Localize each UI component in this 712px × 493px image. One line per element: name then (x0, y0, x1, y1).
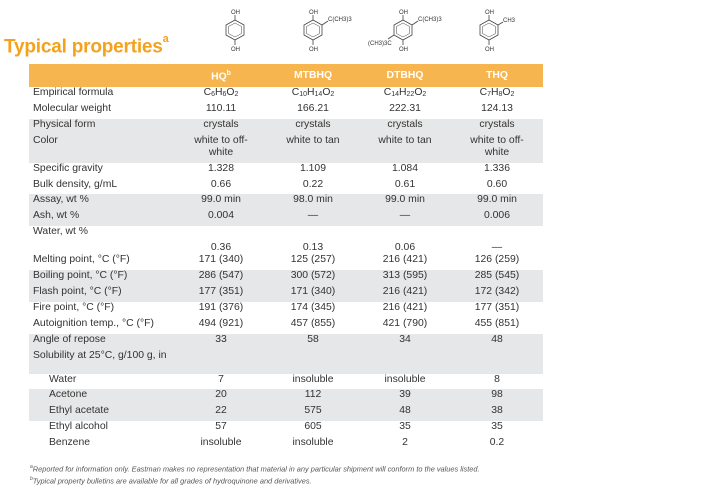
row-label: Flash point, °C (°F) (29, 286, 175, 302)
svg-text:CH3: CH3 (503, 18, 516, 24)
value-cell: 455 (851) (474, 317, 520, 329)
value-cell: 191 (376) (198, 301, 244, 313)
value-cell: 177 (351) (474, 301, 520, 313)
value-cell: white to tan (267, 135, 359, 163)
value-cell: white to off-white (175, 135, 267, 163)
svg-text:OH: OH (399, 10, 408, 16)
value-cell: 48 (451, 334, 543, 350)
value-cell: 98.0 min (267, 194, 359, 210)
formula-cell: $C_{10}H_{14}O_2$ (291, 87, 335, 98)
value-cell: 171 (340) (267, 286, 359, 302)
row-label: Assay, wt % (29, 194, 175, 210)
svg-text:OH: OH (231, 47, 240, 53)
value-cell: 99.0 min (175, 194, 267, 210)
formula-cell: $C_6H_6O_2$ (203, 87, 239, 98)
row-label: Solubility at 25°C, g/100 g, in (29, 350, 175, 374)
table-row (29, 270, 543, 286)
value-cell: 112 (267, 389, 359, 405)
svg-text:OH: OH (485, 47, 494, 53)
footnotes (30, 462, 480, 487)
value-cell: 0.13 (302, 242, 324, 254)
value-cell: 216 (421) (382, 254, 428, 266)
row-label: Melting point, °C (°F) (33, 254, 130, 266)
table-row (29, 119, 543, 135)
value-cell: 300 (572) (267, 270, 359, 286)
value-cell: 313 (595) (359, 270, 451, 286)
svg-text:OH: OH (399, 47, 408, 53)
value-cell: 126 (259) (474, 254, 520, 266)
value-cell: 20 (175, 389, 267, 405)
table-row (29, 421, 543, 437)
row-label: Empirical formula (33, 87, 114, 98)
value-cell: insoluble (200, 437, 242, 449)
mtbhq-structure-icon (278, 6, 352, 62)
value-cell: 216 (421) (382, 301, 428, 313)
value-cell: 0.22 (302, 178, 324, 190)
hq-structure-icon (200, 6, 270, 62)
footnote-b: $^b$Typical property bulletins are available for all grades of hydroquinone and derivatives. (30, 476, 312, 486)
header-blank (29, 64, 175, 87)
value-cell: white to off-white (451, 135, 543, 163)
row-label: Benzene (49, 437, 91, 449)
row-label: Ethyl alcohol (49, 421, 108, 433)
table-row (29, 374, 543, 390)
table-row (29, 163, 543, 179)
value-cell: 421 (790) (382, 317, 428, 329)
value-cell: 35 (491, 421, 503, 433)
value-cell: 1.328 (207, 162, 234, 174)
row-label: Boiling point, °C (°F) (29, 270, 175, 286)
value-cell: 174 (345) (290, 301, 336, 313)
value-cell: 285 (545) (451, 270, 543, 286)
value-cell (359, 350, 451, 374)
value-cell: 0.66 (210, 178, 232, 190)
svg-text:OH: OH (309, 10, 318, 16)
value-cell: 57 (215, 421, 227, 433)
value-cell: 99.0 min (451, 194, 543, 210)
table-row (29, 103, 543, 119)
value-cell: — (359, 210, 451, 226)
value-cell: — (491, 242, 503, 254)
value-cell: 1.109 (299, 162, 326, 174)
value-cell: 39 (359, 389, 451, 405)
value-cell: 575 (267, 405, 359, 421)
table-row (29, 226, 543, 254)
table-row (29, 194, 543, 210)
value-cell: 0.2 (489, 437, 505, 449)
thq-structure-icon (454, 6, 524, 62)
value-cell: crystals (451, 119, 543, 135)
svg-text:OH: OH (485, 10, 494, 16)
row-label: Autoignition temp., °C (°F) (33, 317, 154, 329)
value-cell: 0.004 (175, 210, 267, 226)
properties-table (29, 64, 543, 453)
row-label: Physical form (29, 119, 175, 135)
value-cell (175, 350, 267, 374)
row-label: Acetone (29, 389, 175, 405)
page-title: Typical properties$^a$ (4, 33, 169, 58)
value-cell: 0.06 (394, 242, 416, 254)
row-label: Specific gravity (33, 162, 103, 174)
svg-text:C(CH3)3: C(CH3)3 (418, 17, 442, 23)
row-label: Color (29, 135, 175, 163)
value-cell: 172 (342) (451, 286, 543, 302)
formula-cell: $C_{14}H_{22}O_2$ (383, 87, 427, 98)
value-cell: 99.0 min (359, 194, 451, 210)
row-label: Angle of repose (29, 334, 175, 350)
value-cell: 33 (175, 334, 267, 350)
value-cell: 35 (399, 421, 411, 433)
table-row (29, 179, 543, 195)
value-cell: 457 (855) (290, 317, 336, 329)
value-cell: 0.006 (451, 210, 543, 226)
value-cell: 98 (451, 389, 543, 405)
table-row (29, 286, 543, 302)
value-cell: 38 (451, 405, 543, 421)
formula-cell: $C_7H_8O_2$ (479, 87, 515, 98)
row-label: Fire point, °C (°F) (33, 301, 115, 313)
value-cell: 286 (547) (175, 270, 267, 286)
value-cell: 22 (175, 405, 267, 421)
value-cell: insoluble (292, 373, 334, 385)
value-cell: 605 (304, 421, 322, 433)
value-cell: 48 (359, 405, 451, 421)
header-mtbhq: MTBHQ (267, 64, 359, 87)
footnote-a: $^a$Reported for information only. Eastman makes no representation that material in any particular shipment will conform to the values listed. (30, 464, 480, 474)
value-cell: 0.61 (394, 178, 416, 190)
row-label: Water, wt % (33, 226, 89, 238)
value-cell: 0.60 (486, 178, 508, 190)
table-row (29, 334, 543, 350)
table-row (29, 87, 543, 103)
table-header-row (29, 64, 543, 87)
svg-text:(CH3)3C: (CH3)3C (368, 41, 392, 47)
row-label: Molecular weight (33, 102, 111, 114)
value-cell: insoluble (292, 437, 334, 449)
value-cell: 171 (340) (198, 254, 244, 266)
value-cell: 2 (402, 437, 408, 449)
value-cell: — (267, 210, 359, 226)
value-cell: 58 (267, 334, 359, 350)
row-label: Ethyl acetate (29, 405, 175, 421)
value-cell: 125 (257) (290, 254, 336, 266)
table-row (29, 318, 543, 334)
value-cell: 222.31 (389, 102, 421, 114)
row-label: Bulk density, g/mL (33, 178, 118, 190)
table-row (29, 254, 543, 270)
value-cell: 8 (494, 373, 500, 385)
value-cell: 0.36 (210, 242, 232, 254)
header-dtbhq: DTBHQ (359, 64, 451, 87)
row-label: Water (49, 373, 77, 385)
table-row (29, 389, 543, 405)
value-cell: 110.11 (205, 102, 237, 114)
table-row (29, 210, 543, 226)
table-row (29, 405, 543, 421)
header-thq: THQ (451, 64, 543, 87)
svg-text:C(CH3)3: C(CH3)3 (328, 17, 352, 23)
table-row (29, 135, 543, 163)
value-cell: white to tan (359, 135, 451, 163)
value-cell: crystals (175, 119, 267, 135)
value-cell: 7 (218, 373, 224, 385)
dtbhq-structure-icon (368, 6, 442, 62)
table-row (29, 302, 543, 318)
svg-text:OH: OH (231, 10, 240, 16)
table-row (29, 437, 543, 453)
row-label: Ash, wt % (29, 210, 175, 226)
value-cell: 1.084 (391, 162, 418, 174)
value-cell: 166.21 (297, 102, 329, 114)
value-cell: insoluble (384, 373, 426, 385)
value-cell: crystals (359, 119, 451, 135)
value-cell (451, 350, 543, 374)
value-cell: 177 (351) (175, 286, 267, 302)
value-cell: 494 (921) (198, 317, 244, 329)
table-row (29, 350, 543, 374)
svg-text:OH: OH (309, 47, 318, 53)
value-cell: 34 (359, 334, 451, 350)
value-cell: crystals (267, 119, 359, 135)
value-cell (267, 350, 359, 374)
value-cell: 124.13 (481, 102, 513, 114)
value-cell: 216 (421) (359, 286, 451, 302)
value-cell: 1.336 (483, 162, 510, 174)
header-hq: $HQ^b$ (175, 64, 267, 87)
